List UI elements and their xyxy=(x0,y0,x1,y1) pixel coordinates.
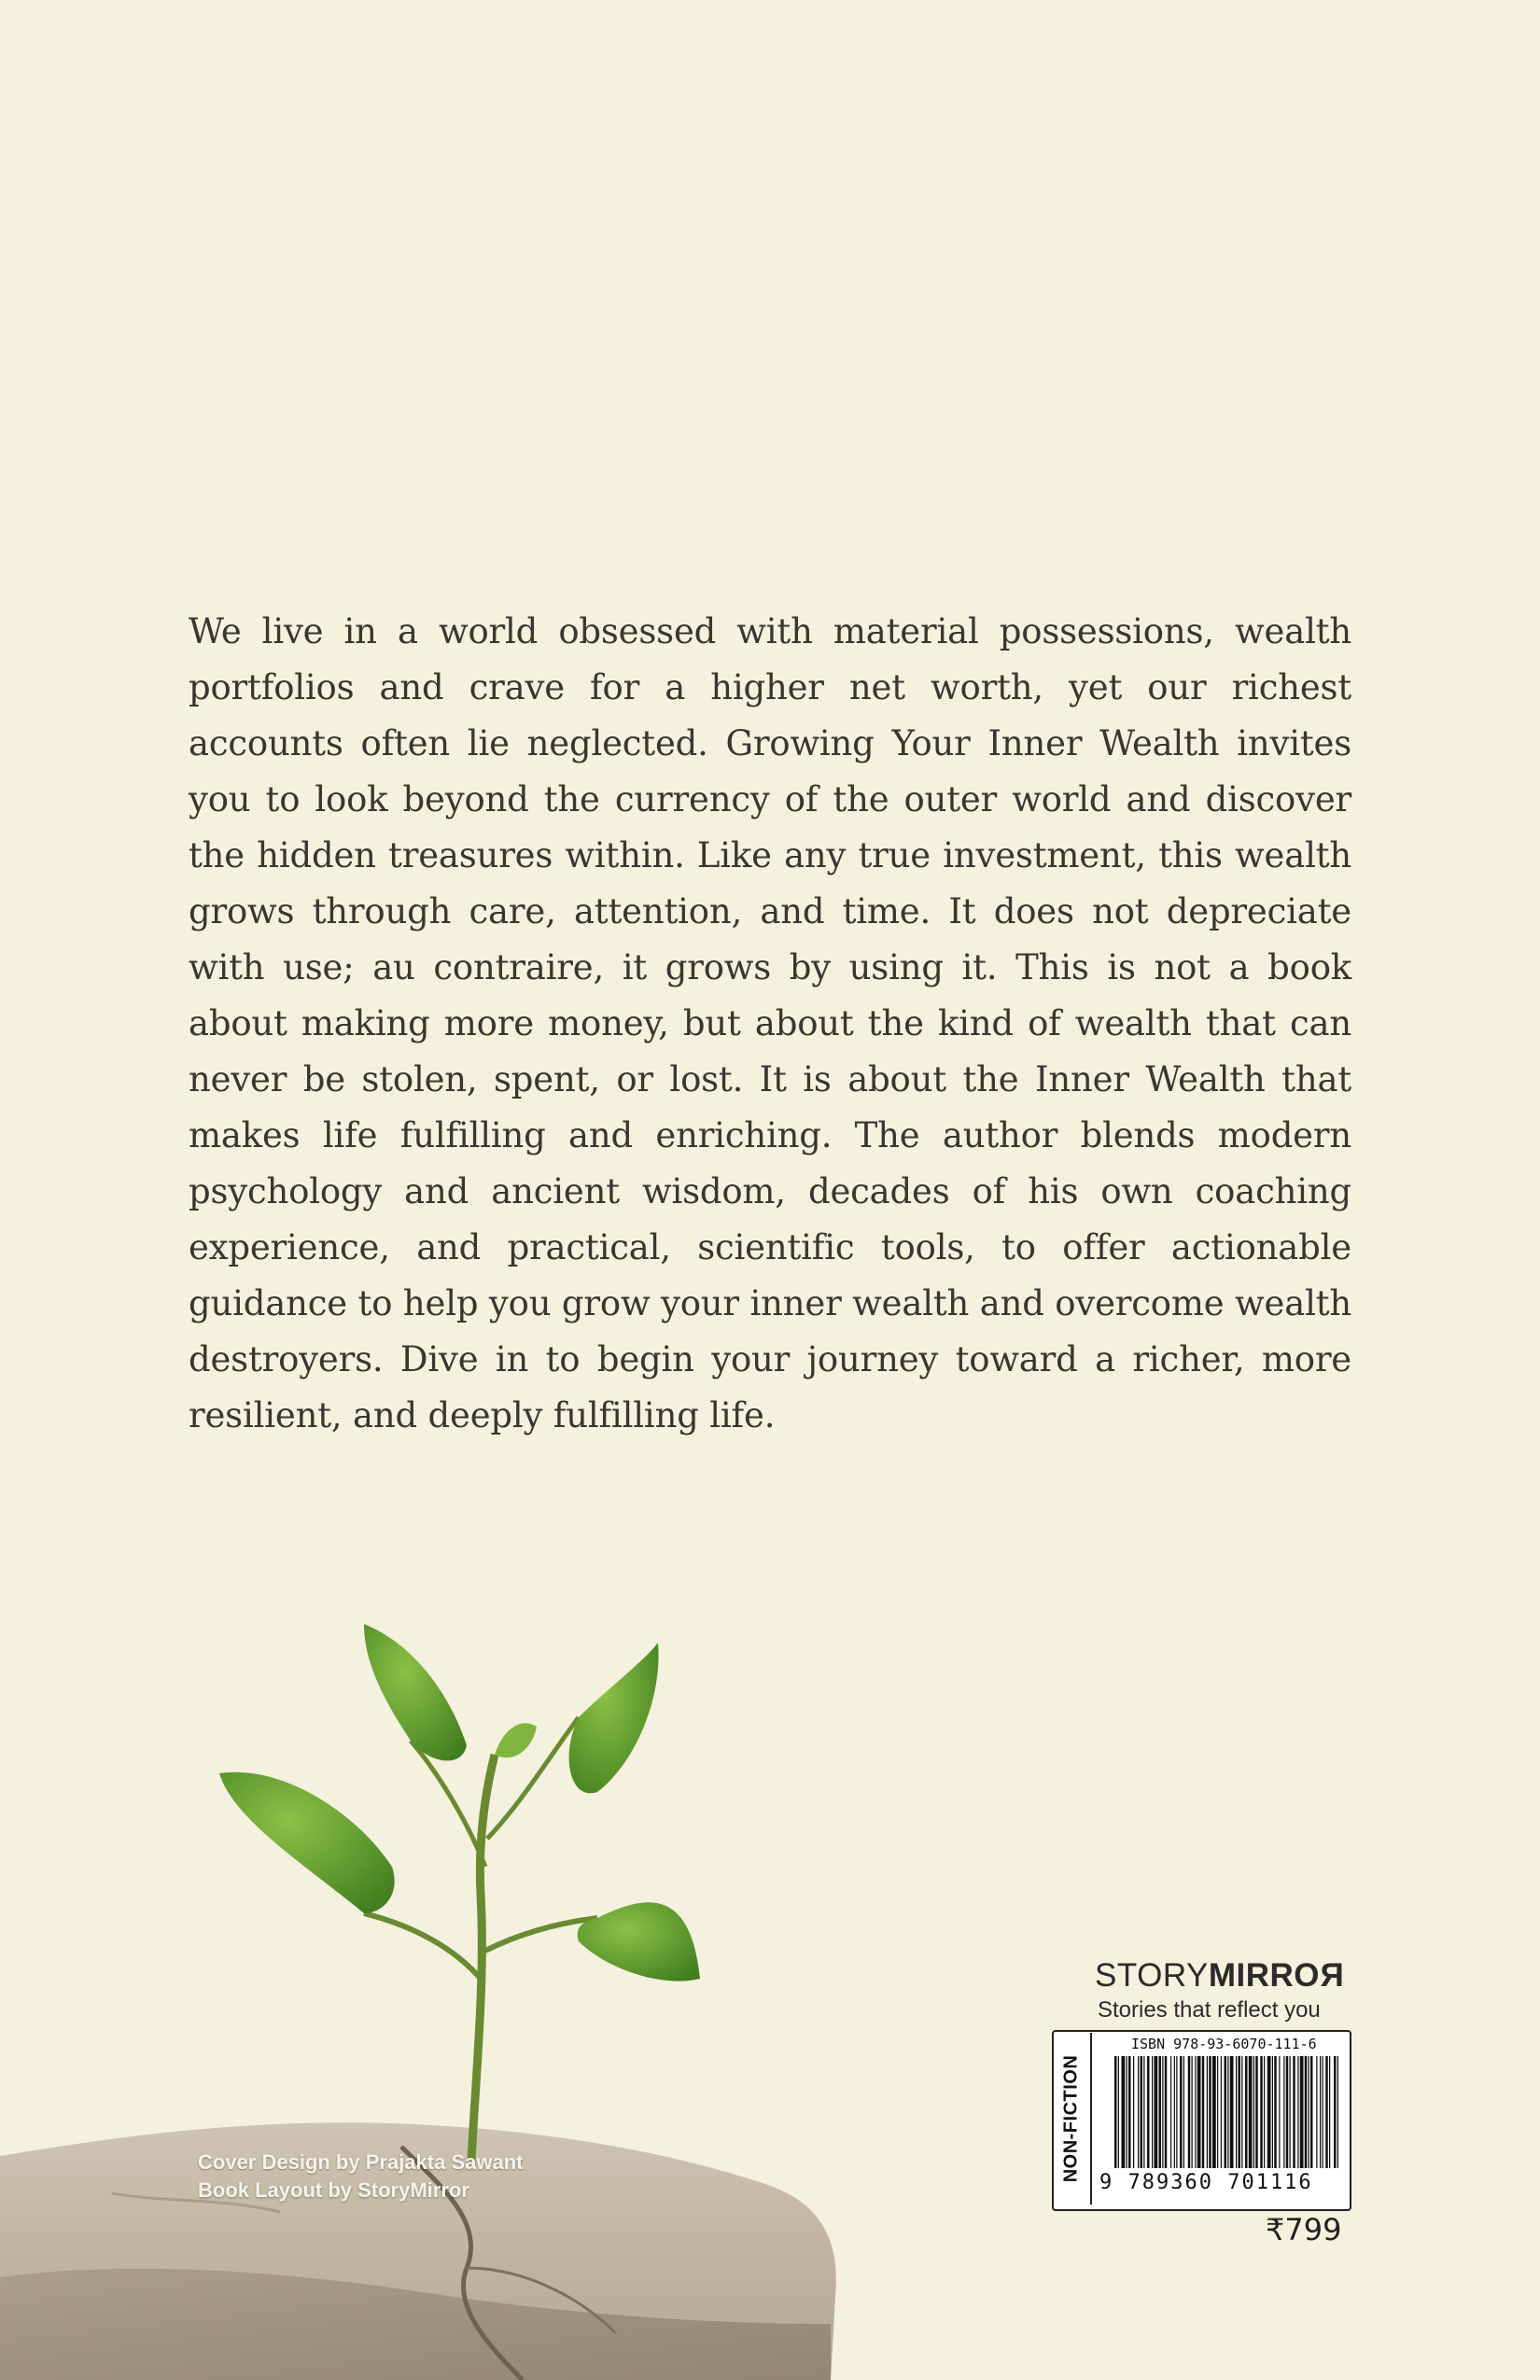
barcode-bar xyxy=(1162,2056,1163,2168)
barcode-bar xyxy=(1320,2056,1321,2168)
barcode-bar xyxy=(1310,2056,1313,2168)
barcode-bar xyxy=(1188,2056,1191,2168)
barcode-bar xyxy=(1239,2056,1241,2168)
publisher-tagline: Stories that reflect you xyxy=(1098,1997,1321,2023)
barcode-bar xyxy=(1279,2056,1280,2168)
barcode-bar xyxy=(1245,2056,1248,2168)
barcode-bar xyxy=(1316,2056,1317,2168)
barcode-bar xyxy=(1274,2056,1277,2168)
barcode-bar xyxy=(1272,2056,1273,2168)
barcode-bar xyxy=(1147,2056,1150,2168)
barcode-bar xyxy=(1114,2056,1117,2168)
barcode-bar xyxy=(1305,2056,1308,2168)
barcode-bar xyxy=(1267,2056,1271,2168)
barcode-bar xyxy=(1337,2056,1338,2168)
book-layout-credit: Book Layout by StoryMirror xyxy=(198,2178,469,2202)
barcode-bar xyxy=(1159,2056,1162,2168)
barcode-bar xyxy=(1207,2056,1208,2168)
design-credits xyxy=(198,2149,523,2205)
barcode-bar xyxy=(1133,2056,1134,2168)
barcode-bar xyxy=(1141,2056,1143,2168)
barcode-bar xyxy=(1197,2056,1201,2168)
barcode-bar xyxy=(1249,2056,1253,2168)
sapling-on-rock-illustration xyxy=(0,1587,887,2380)
barcode-bar xyxy=(1170,2056,1171,2168)
barcode-bar xyxy=(1221,2056,1222,2168)
barcode-bar xyxy=(1118,2056,1119,2168)
barcode-bar xyxy=(1195,2056,1196,2168)
cover-design-credit: Cover Design by Prajakta Sawant xyxy=(198,2150,524,2174)
barcode-bar xyxy=(1334,2056,1337,2168)
barcode-bar xyxy=(1165,2056,1168,2168)
barcode-bar xyxy=(1227,2056,1228,2168)
barcode-bar xyxy=(1225,2056,1227,2168)
barcode-bar xyxy=(1138,2056,1139,2168)
barcode-bar xyxy=(1260,2056,1263,2168)
barcode-bar xyxy=(1329,2056,1330,2168)
barcode-bar xyxy=(1217,2056,1218,2168)
barcode-bar xyxy=(1264,2056,1265,2168)
barcode-bar xyxy=(1255,2056,1258,2168)
price-label: ₹799 xyxy=(1266,2212,1342,2247)
barcode-bar xyxy=(1212,2056,1216,2168)
barcode-bar xyxy=(1283,2056,1284,2168)
barcode-bar xyxy=(1290,2056,1291,2168)
isbn-label: ISBN 978-93-6070-111-6 xyxy=(1131,2036,1317,2052)
barcode-bar xyxy=(1236,2056,1237,2168)
barcode-bar xyxy=(1241,2056,1242,2168)
barcode-bar xyxy=(1180,2056,1183,2168)
barcode-bar xyxy=(1297,2056,1298,2168)
barcode-bar xyxy=(1128,2056,1131,2168)
barcode-bar xyxy=(1202,2056,1205,2168)
genre-label: NON-FICTION xyxy=(1053,2033,1092,2205)
barcode-bar xyxy=(1183,2056,1184,2168)
barcode-bar xyxy=(1176,2056,1177,2168)
barcode-bar xyxy=(1152,2056,1153,2168)
publisher-logo xyxy=(1095,1957,1344,1995)
logo-mirrored-r: R xyxy=(1319,1957,1344,1994)
barcode-bar xyxy=(1325,2056,1328,2168)
barcode-bar xyxy=(1286,2056,1289,2168)
logo-mirror: MIRROR xyxy=(1208,1957,1344,1994)
barcode-bar xyxy=(1192,2056,1193,2168)
ean-digits: 9 789360 701116 xyxy=(1099,2171,1313,2194)
barcode-bar xyxy=(1122,2056,1126,2168)
barcode-bar xyxy=(1209,2056,1211,2168)
barcode-bar xyxy=(1230,2056,1234,2168)
barcode-bar xyxy=(1293,2056,1295,2168)
barcode-bar xyxy=(1300,2056,1304,2168)
book-blurb: We live in a world obsessed with material possessions, wealth portfolios and crave for a higher net worth, yet our richest accounts often lie neglected. Growing Your Inner Wealth invites you to look beyond the currency of the outer world and discover the hidden treasures within. Like any true investment, this wealth grows through care, attention, and time. It does not depreciate with use; au contraire, it grows by using it. This is not a book about making more money, but about the kind of wealth that can never be stolen, spent, or lost. It is about the Inner Wealth that makes life fulfilling and enriching. The author blends modern psychology and ancient wisdom, decades of his own coaching experience, and practical, scientific tools, to offer actionable guidance to help you grow your inner wealth and overcome wealth destroyers. Dive in to begin your journey toward a richer, more resilient, and deeply fulfilling life. xyxy=(189,611,1351,1435)
barcode-bar xyxy=(1174,2056,1175,2168)
barcode-bar xyxy=(1253,2056,1254,2168)
isbn-barcode xyxy=(1113,2056,1340,2168)
barcode-bar xyxy=(1143,2056,1144,2168)
barcode-bar xyxy=(1155,2056,1158,2168)
logo-story: STORY xyxy=(1095,1957,1209,1994)
